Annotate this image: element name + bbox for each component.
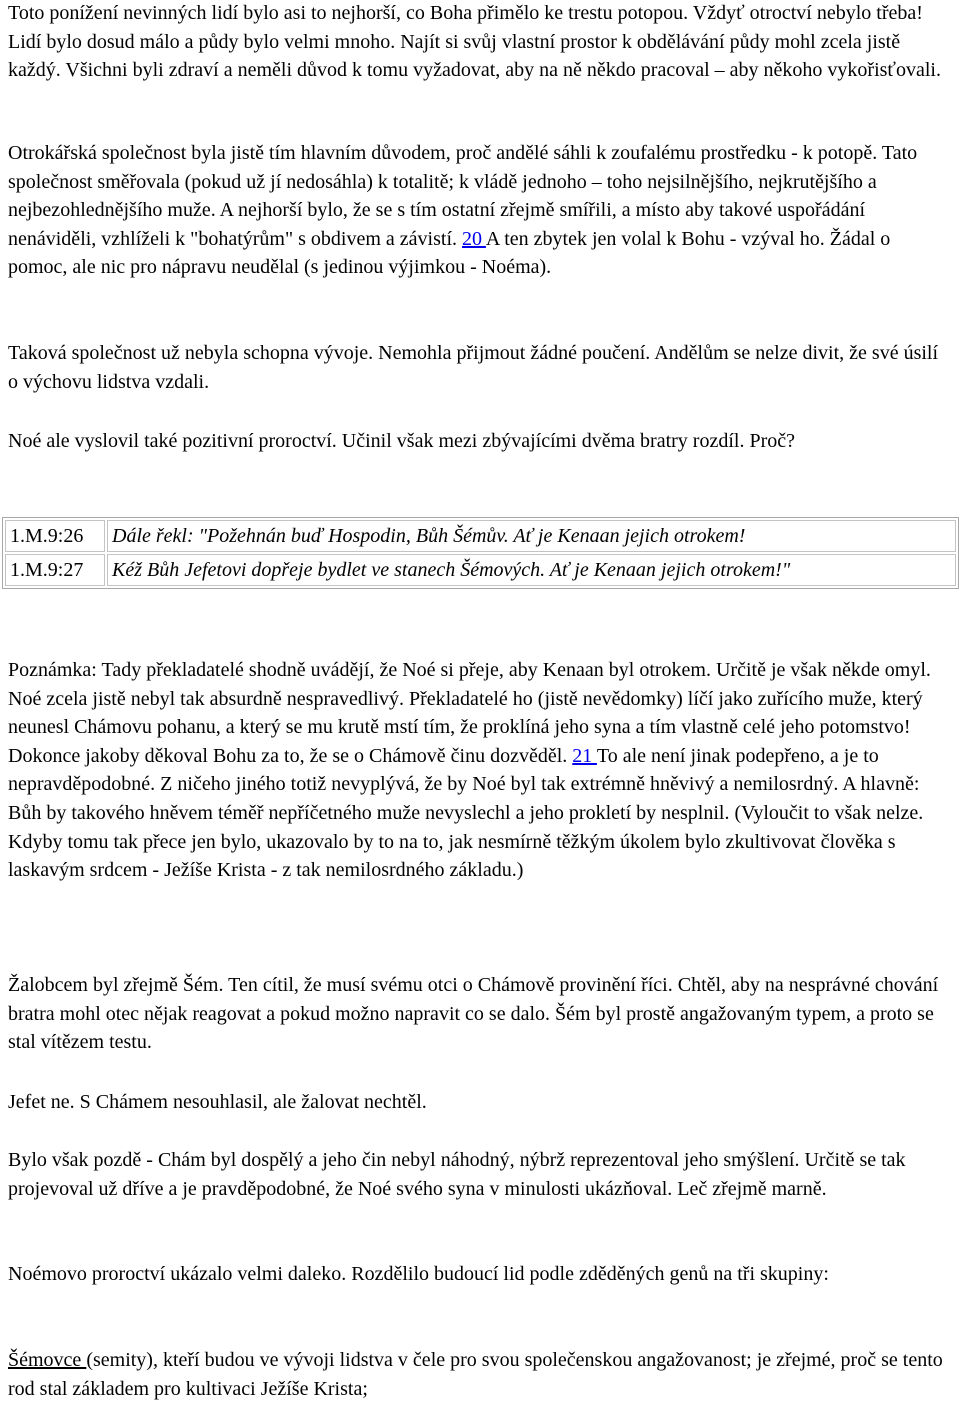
paragraph-7 [8, 1088, 953, 1117]
verse-text: Kéž Bůh Jefetovi dopřeje bydlet ve stanech Šémových. Ať je Kenaan jejich otrokem!" [107, 554, 956, 586]
paragraph-10 [8, 1346, 953, 1403]
paragraph-text: Žalobcem byl zřejmě Šém. Ten cítil, že musí svému otci o Chámově provinění říci. Chtěl, aby na nesprávné chování bratra mohl otec nějak reagovat a pokud možno napravit co se dalo. Šém byl prostě angažovaným typem, a proto se stal vítězem testu. [8, 974, 939, 1054]
paragraph-3 [8, 339, 953, 396]
paragraph-text: To ale není jinak podepřeno, a je to nepravděpodobné. Z ničeho jiného totiž nevyplývá, že by Noé byl tak extrémně hněvivý a nemilosrdný. A hlavně: Bůh by takového hněvem téměř nepříčetného muže nevyslechl a jeho prokletí by nesplnil. (Vyloučit to však nelze. Kdyby tomu tak přece jen bylo, ukazovalo by to na to, jak nesmírně těžkým úkolem bylo zkultivovat člověka s laskavým srdcem - Ježíše Krista - z tak nemilosrdného základu.) [8, 744, 924, 882]
paragraph-text: Bylo však pozdě - Chám byl dospělý a jeho čin nebyl náhodný, nýbrž reprezentoval jeho smýšlení. Určitě se tak projevoval už dříve a je pravděpodobné, že Noé svého syna v minulosti ukázňoval. Leč zřejmě marně. [8, 1149, 906, 1200]
verse-ref: 1.M.9:26 [5, 520, 105, 552]
paragraph-text: Toto ponížení nevinných lidí bylo asi to nejhorší, co Boha přimělo ke trestu potopou. Vždyť otroctví nebylo třeba! Lidí bylo dosud málo a půdy bylo velmi mnoho. Najít si svůj vlastní prostor k obdělávání půdy mohl zcela jistě každý. Všichni byli zdraví a neměli důvod k tomu vyžadovat, aby na ně někdo pracoval – aby někoho vykořisťovali. [8, 2, 941, 82]
paragraph-1 [8, 0, 953, 85]
paragraph-4 [8, 427, 953, 456]
paragraph-text: A ten zbytek jen volal k Bohu - vzýval ho. Žádal o pomoc, ale nic pro nápravu neudělal (s jedinou výjimkou - Noéma). [8, 227, 891, 279]
table-row [5, 520, 956, 552]
paragraph-text: Poznámka: Tady překladatelé shodně uvádějí, že Noé si přeje, aby Kenaan byl otrokem. Určitě je však někde omyl. Noé zcela jistě nebyl tak absurdně nespravedlivý. Překladatelé ho (jistě nevědomky) líčí jako zuřícího muže, který neunesl Chámovu pohanu, a který se mu krutě mstí tím, že proklíná jeho syna a tím vlastně celé jeho potomstvo! Dokonce jakoby děkoval Bohu za to, že se o Chámově činu dozvěděl. [8, 659, 931, 767]
paragraph-text: Jefet ne. S Chámem nesouhlasil, ale žalovat nechtěl. [8, 1091, 427, 1113]
semites-link[interactable]: Šémovce [8, 1349, 87, 1371]
paragraph-9 [8, 1260, 953, 1289]
bible-verse-table [2, 517, 959, 589]
paragraph-text: (semity), kteří budou ve vývoji lidstva v čele pro svou společenskou angažovanost; je zřejmé, proč se tento rod stal základem pro kultivaci Ježíše Krista; [8, 1349, 943, 1400]
footnote-link-21[interactable]: 21 [572, 744, 597, 767]
paragraph-text: Otrokářská společnost byla jistě tím hlavním důvodem, proč andělé sáhli k zoufalému prostředku - k potopě. Tato společnost směřovala (pokud už jí nedosáhla) k totalitě; k vládě jednoho – toho nejsilnějšího, nejkrutějšího a nejbezohlednějšího muže. A nejhorší bylo, že se s tím ostatní zřejmě smířili, a místo aby takové uspořádání nenáviděli, vzhlíželi k "bohatýrům" s obdivem a závistí. [8, 142, 918, 250]
verse-ref: 1.M.9:27 [5, 554, 105, 586]
paragraph-6 [8, 971, 953, 1057]
table-row [5, 554, 956, 586]
paragraph-8 [8, 1146, 953, 1203]
paragraph-text: Taková společnost už nebyla schopna vývoje. Nemohla přijmout žádné poučení. Andělům se nelze divit, že své úsilí o výchovu lidstva vzdali. [8, 342, 939, 393]
paragraph-5 [8, 656, 953, 885]
paragraph-2 [8, 139, 953, 282]
footnote-link-20[interactable]: 20 [462, 227, 486, 250]
paragraph-text: Noémovo proroctví ukázalo velmi daleko. Rozdělilo budoucí lid podle zděděných genů na tři skupiny: [8, 1263, 829, 1285]
paragraph-text: Noé ale vyslovil také pozitivní proroctví. Učinil však mezi zbývajícími dvěma bratry rozdíl. Proč? [8, 430, 795, 452]
verse-text: Dále řekl: "Požehnán buď Hospodin, Bůh Šémův. Ať je Kenaan jejich otrokem! [107, 520, 956, 552]
